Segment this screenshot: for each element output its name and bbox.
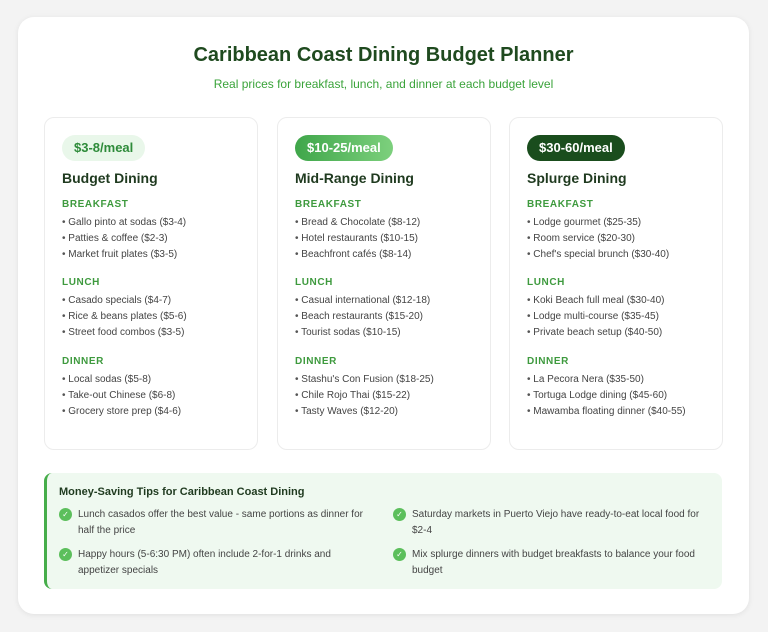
budget-dining-column	[44, 117, 258, 450]
list-item: • Koki Beach full meal ($30-40)	[527, 293, 664, 309]
page-title: Caribbean Coast Dining Budget Planner	[193, 44, 574, 66]
tips-title: Money-Saving Tips for Caribbean Coast Dining	[59, 486, 305, 498]
check-icon: ✓	[59, 548, 72, 561]
list-item: • Tortuga Lodge dining ($45-60)	[527, 388, 686, 404]
tip-text: Mix splurge dinners with budget breakfasts to balance your food budget	[412, 549, 695, 576]
list-item: • Chile Rojo Thai ($15-22)	[295, 388, 434, 404]
check-icon: ✓	[393, 508, 406, 521]
column-title: Budget Dining	[62, 170, 158, 186]
splurge-dining-column	[509, 117, 723, 450]
list-item: • Bread & Chocolate ($8-12)	[295, 215, 420, 231]
dinner-list	[527, 372, 686, 420]
check-icon: ✓	[59, 508, 72, 521]
list-item: • Private beach setup ($40-50)	[527, 325, 664, 341]
tip-text: Saturday markets in Puerto Viejo have ready-to-eat local food for $2-4	[412, 509, 700, 536]
tip-text: Happy hours (5-6:30 PM) often include 2-for-1 drinks and appetizer specials	[78, 549, 331, 576]
list-item: • Beach restaurants ($15-20)	[295, 309, 430, 325]
list-item: • Take-out Chinese ($6-8)	[62, 388, 181, 404]
lunch-list	[295, 293, 430, 341]
dinner-label: DINNER	[295, 356, 337, 367]
list-item: • Tasty Waves ($12-20)	[295, 404, 434, 420]
tip-text: Lunch casados offer the best value - same portions as dinner for half the price	[78, 509, 363, 536]
list-item: • Patties & coffee ($2-3)	[62, 231, 186, 247]
list-item: • Room service ($20-30)	[527, 231, 669, 247]
price-badge: $3-8/meal	[62, 135, 145, 161]
list-item: • Beachfront cafés ($8-14)	[295, 247, 420, 263]
lunch-list	[527, 293, 664, 341]
dinner-list	[62, 372, 181, 420]
list-item: • Rice & beans plates ($5-6)	[62, 309, 187, 325]
list-item: • Hotel restaurants ($10-15)	[295, 231, 420, 247]
column-title: Mid-Range Dining	[295, 170, 414, 186]
dinner-label: DINNER	[62, 356, 104, 367]
breakfast-label: BREAKFAST	[295, 199, 362, 210]
list-item: • Local sodas ($5-8)	[62, 372, 181, 388]
breakfast-list	[62, 215, 186, 263]
list-item: • Grocery store prep ($4-6)	[62, 404, 181, 420]
mid-range-dining-column	[277, 117, 491, 450]
list-item: • Market fruit plates ($3-5)	[62, 247, 186, 263]
breakfast-list	[527, 215, 669, 263]
lunch-label: LUNCH	[295, 277, 333, 288]
dinner-list	[295, 372, 434, 420]
list-item: • Lodge multi-course ($35-45)	[527, 309, 664, 325]
page-subtitle: Real prices for breakfast, lunch, and dinner at each budget level	[213, 77, 554, 91]
planner-card	[18, 17, 749, 614]
list-item: • Casado specials ($4-7)	[62, 293, 187, 309]
list-item: • Lodge gourmet ($25-35)	[527, 215, 669, 231]
price-badge: $30-60/meal	[527, 135, 625, 161]
list-item: • Tourist sodas ($10-15)	[295, 325, 430, 341]
list-item: • Stashu's Con Fusion ($18-25)	[295, 372, 434, 388]
breakfast-label: BREAKFAST	[62, 199, 129, 210]
list-item: • Casual international ($12-18)	[295, 293, 430, 309]
list-item: • Mawamba floating dinner ($40-55)	[527, 404, 686, 420]
list-item: • Street food combos ($3-5)	[62, 325, 187, 341]
breakfast-list	[295, 215, 420, 263]
list-item: • La Pecora Nera ($35-50)	[527, 372, 686, 388]
breakfast-label: BREAKFAST	[527, 199, 594, 210]
price-badge: $10-25/meal	[295, 135, 393, 161]
check-icon: ✓	[393, 548, 406, 561]
lunch-label: LUNCH	[527, 277, 565, 288]
lunch-label: LUNCH	[62, 277, 100, 288]
lunch-list	[62, 293, 187, 341]
column-title: Splurge Dining	[527, 170, 627, 186]
list-item: • Gallo pinto at sodas ($3-4)	[62, 215, 186, 231]
dinner-label: DINNER	[527, 356, 569, 367]
money-saving-tips	[44, 473, 722, 589]
list-item: • Chef's special brunch ($30-40)	[527, 247, 669, 263]
